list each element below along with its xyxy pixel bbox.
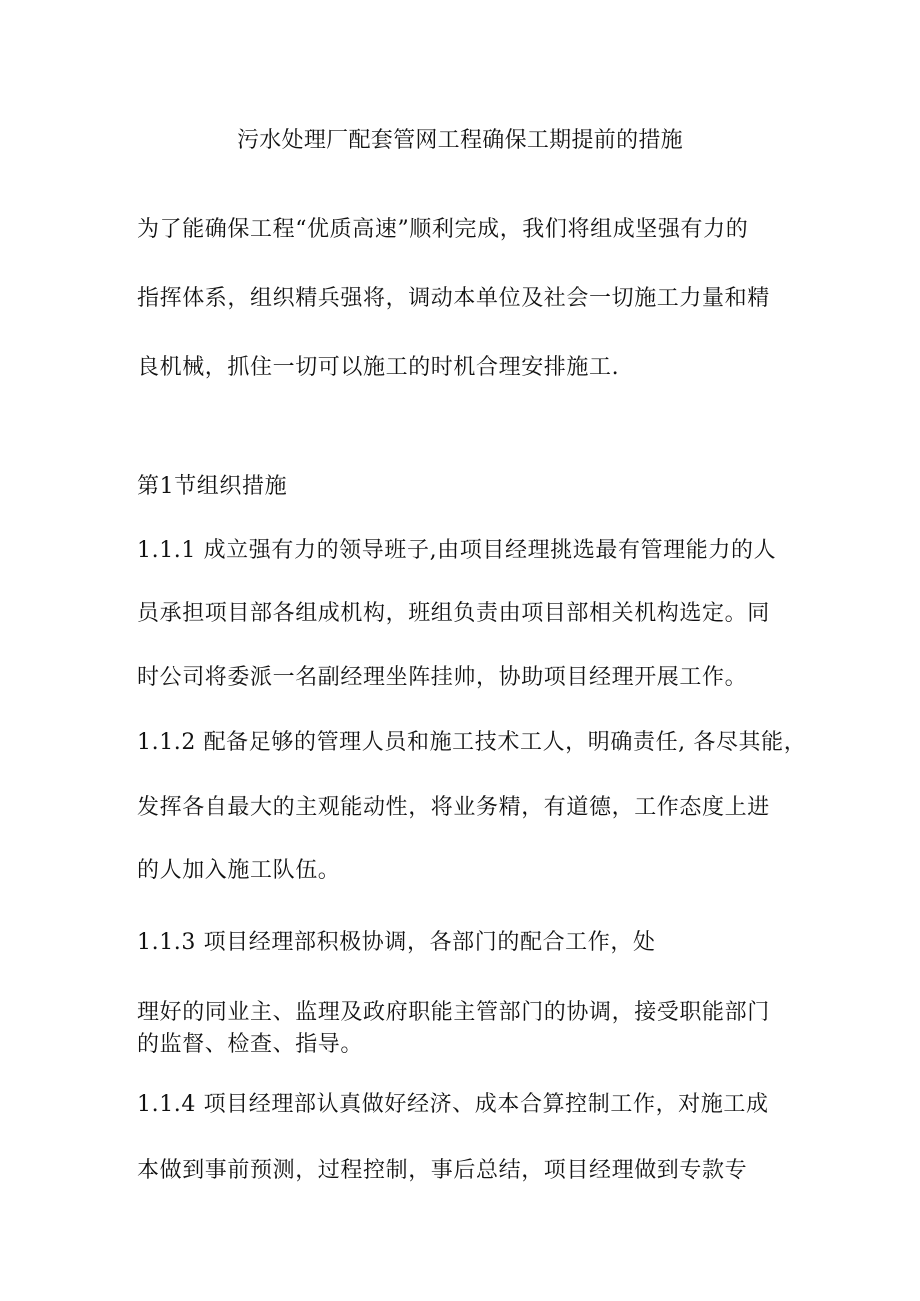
item-1-1-3-line-2: 理好的同业主、监理及政府职能主管部门的协调，接受职能部门: [137, 1000, 770, 1025]
item-1-1-1-line-1: 1.1.1 成立强有力的领导班子,由项目经理挑选最有管理能力的人: [137, 538, 777, 563]
section-heading: 第1节组织措施: [137, 474, 288, 499]
item-1-1-1-line-2: 员承担项目部各组成机构，班组负责由项目部相关机构选定。同: [137, 601, 770, 626]
document-title: 污水处理厂配套管网工程确保工期提前的措施: [236, 128, 683, 153]
item-1-1-4-line-2: 本做到事前预测，过程控制，事后总结，项目经理做到专款专: [137, 1158, 748, 1183]
intro-line-2: 指挥体系，组织精兵强将，调动本单位及社会一切施工力量和精: [137, 286, 770, 311]
item-1-1-4-line-1: 1.1.4 项目经理部认真做好经济、成本合算控制工作，对施工成: [137, 1092, 769, 1117]
item-1-1-3-line-1: 1.1.3 项目经理部积极协调，各部门的配合工作，处: [137, 930, 656, 955]
intro-line-3: 良机械，抓住一切可以施工的时机合理安排施工.: [137, 355, 620, 380]
item-1-1-2-line-1: 1.1.2 配备足够的管理人员和施工技术工人，明确责任, 各尽其能，: [137, 730, 807, 755]
intro-line-1: 为了能确保工程“优质高速”顺利完成，我们将组成坚强有力的: [137, 217, 749, 242]
item-1-1-2-line-2: 发挥各自最大的主观能动性，将业务精，有道德，工作态度上进: [137, 795, 770, 820]
item-1-1-2-line-3: 的人加入施工队伍。: [137, 858, 341, 883]
item-1-1-1-line-3: 时公司将委派一名副经理坐阵挂帅，协助项目经理开展工作。: [137, 665, 748, 690]
item-1-1-3-line-3: 的监督、检查、指导。: [137, 1032, 364, 1057]
